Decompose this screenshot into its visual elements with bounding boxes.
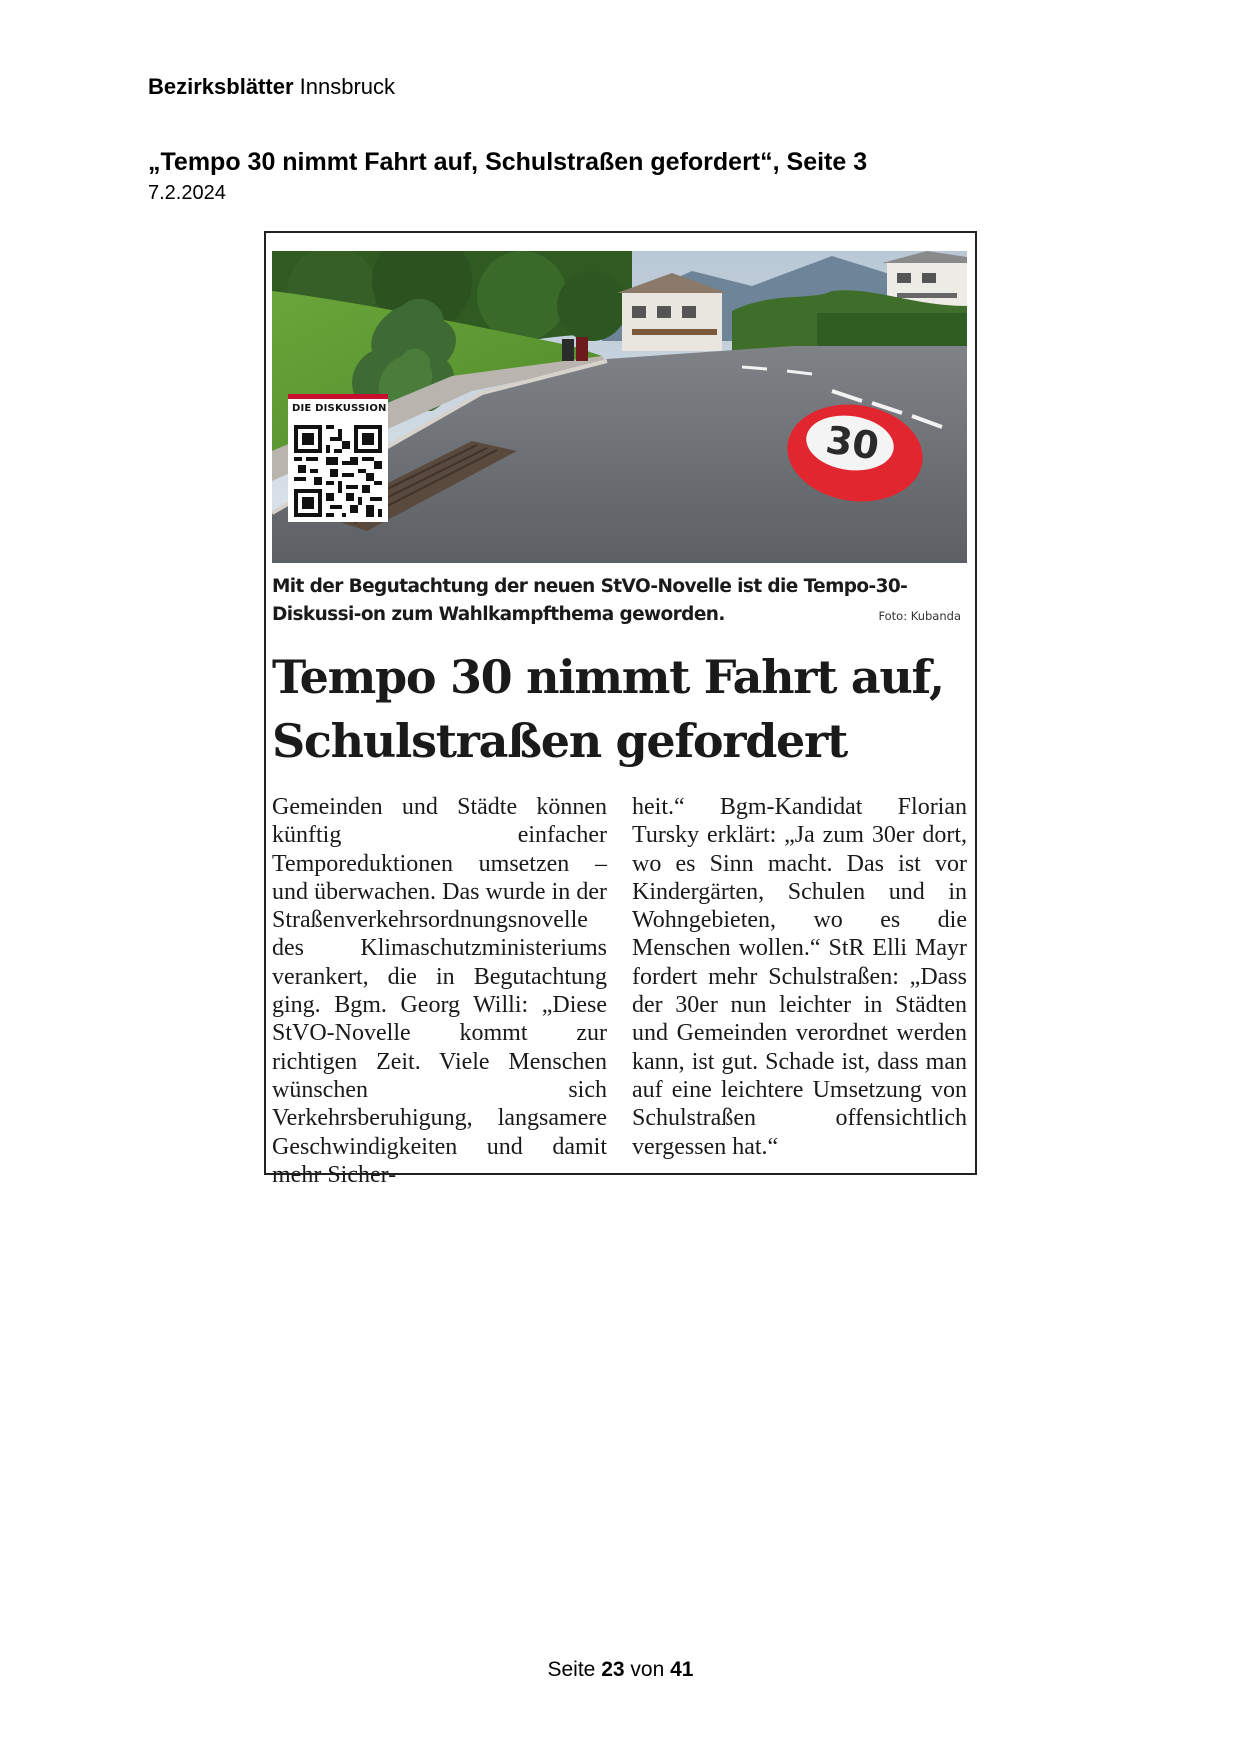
- document-title: „Tempo 30 nimmt Fahrt auf, Schulstraßen gefordert“, Seite 3: [148, 148, 868, 176]
- newspaper-clipping: [264, 231, 977, 1188]
- publication-region: Innsbruck: [299, 74, 396, 99]
- footer-total-pages: 41: [670, 1658, 694, 1681]
- footer-prefix: Seite: [547, 1658, 596, 1681]
- footer-middle: von: [630, 1658, 665, 1681]
- headline-line-2: Schulstraßen gefordert: [272, 714, 847, 768]
- photo-credit: Foto: Kubanda: [878, 609, 961, 623]
- article-photo: [272, 251, 967, 563]
- footer-page-number: 23: [601, 1658, 625, 1681]
- qr-badge[interactable]: [288, 394, 388, 522]
- page-footer: [0, 1658, 1241, 1682]
- article-body-column-1: Gemeinden und Städte können künftig einfacher Temporeduktionen umsetzen – und überwachen. Das wurde in der Straßenverkehrsordnungsnovelle des Klimaschutzministeriums verankert, die in Begutachtung ging. Bgm. Georg Willi: „Diese StVO-Novelle kommt zur richtigen Zeit. Viele Menschen wünschen sich Verkehrsberuhigung, langsamere Geschwindigkeiten und damit mehr Sicher-: [272, 794, 607, 1188]
- article-body-column-2: heit.“ Bgm-Kandidat Florian Tursky erklärt: „Ja zum 30er dort, wo es Sinn macht. Das ist vor Kindergärten, Schulen und in Wohngebieten, wo es die Menschen wollen.“ StR Elli Mayr fordert mehr Schulstraßen: „Dass der 30er nun leichter in Städten und Gemeinden verordnet werden kann, ist gut. Schade ist, dass man auf eine leichtere Umsetzung von Schulstraßen offensichtlich vergessen hat.“: [632, 794, 967, 1160]
- qr-code-icon[interactable]: [294, 425, 382, 517]
- publication-bold: Bezirksblätter: [148, 74, 294, 99]
- document-date: 7.2.2024: [148, 182, 226, 204]
- headline-line-1: Tempo 30 nimmt Fahrt auf,: [272, 650, 944, 704]
- qr-label: DIE DISKUSSION: [292, 403, 387, 414]
- speed-limit-number: 30: [823, 417, 882, 469]
- article-headline: [272, 645, 972, 773]
- publication-name: [148, 74, 395, 100]
- photo-caption: Mit der Begutachtung der neuen StVO-Novelle ist die Tempo-30-Diskussi-on zum Wahlkampfthema geworden.: [272, 576, 908, 625]
